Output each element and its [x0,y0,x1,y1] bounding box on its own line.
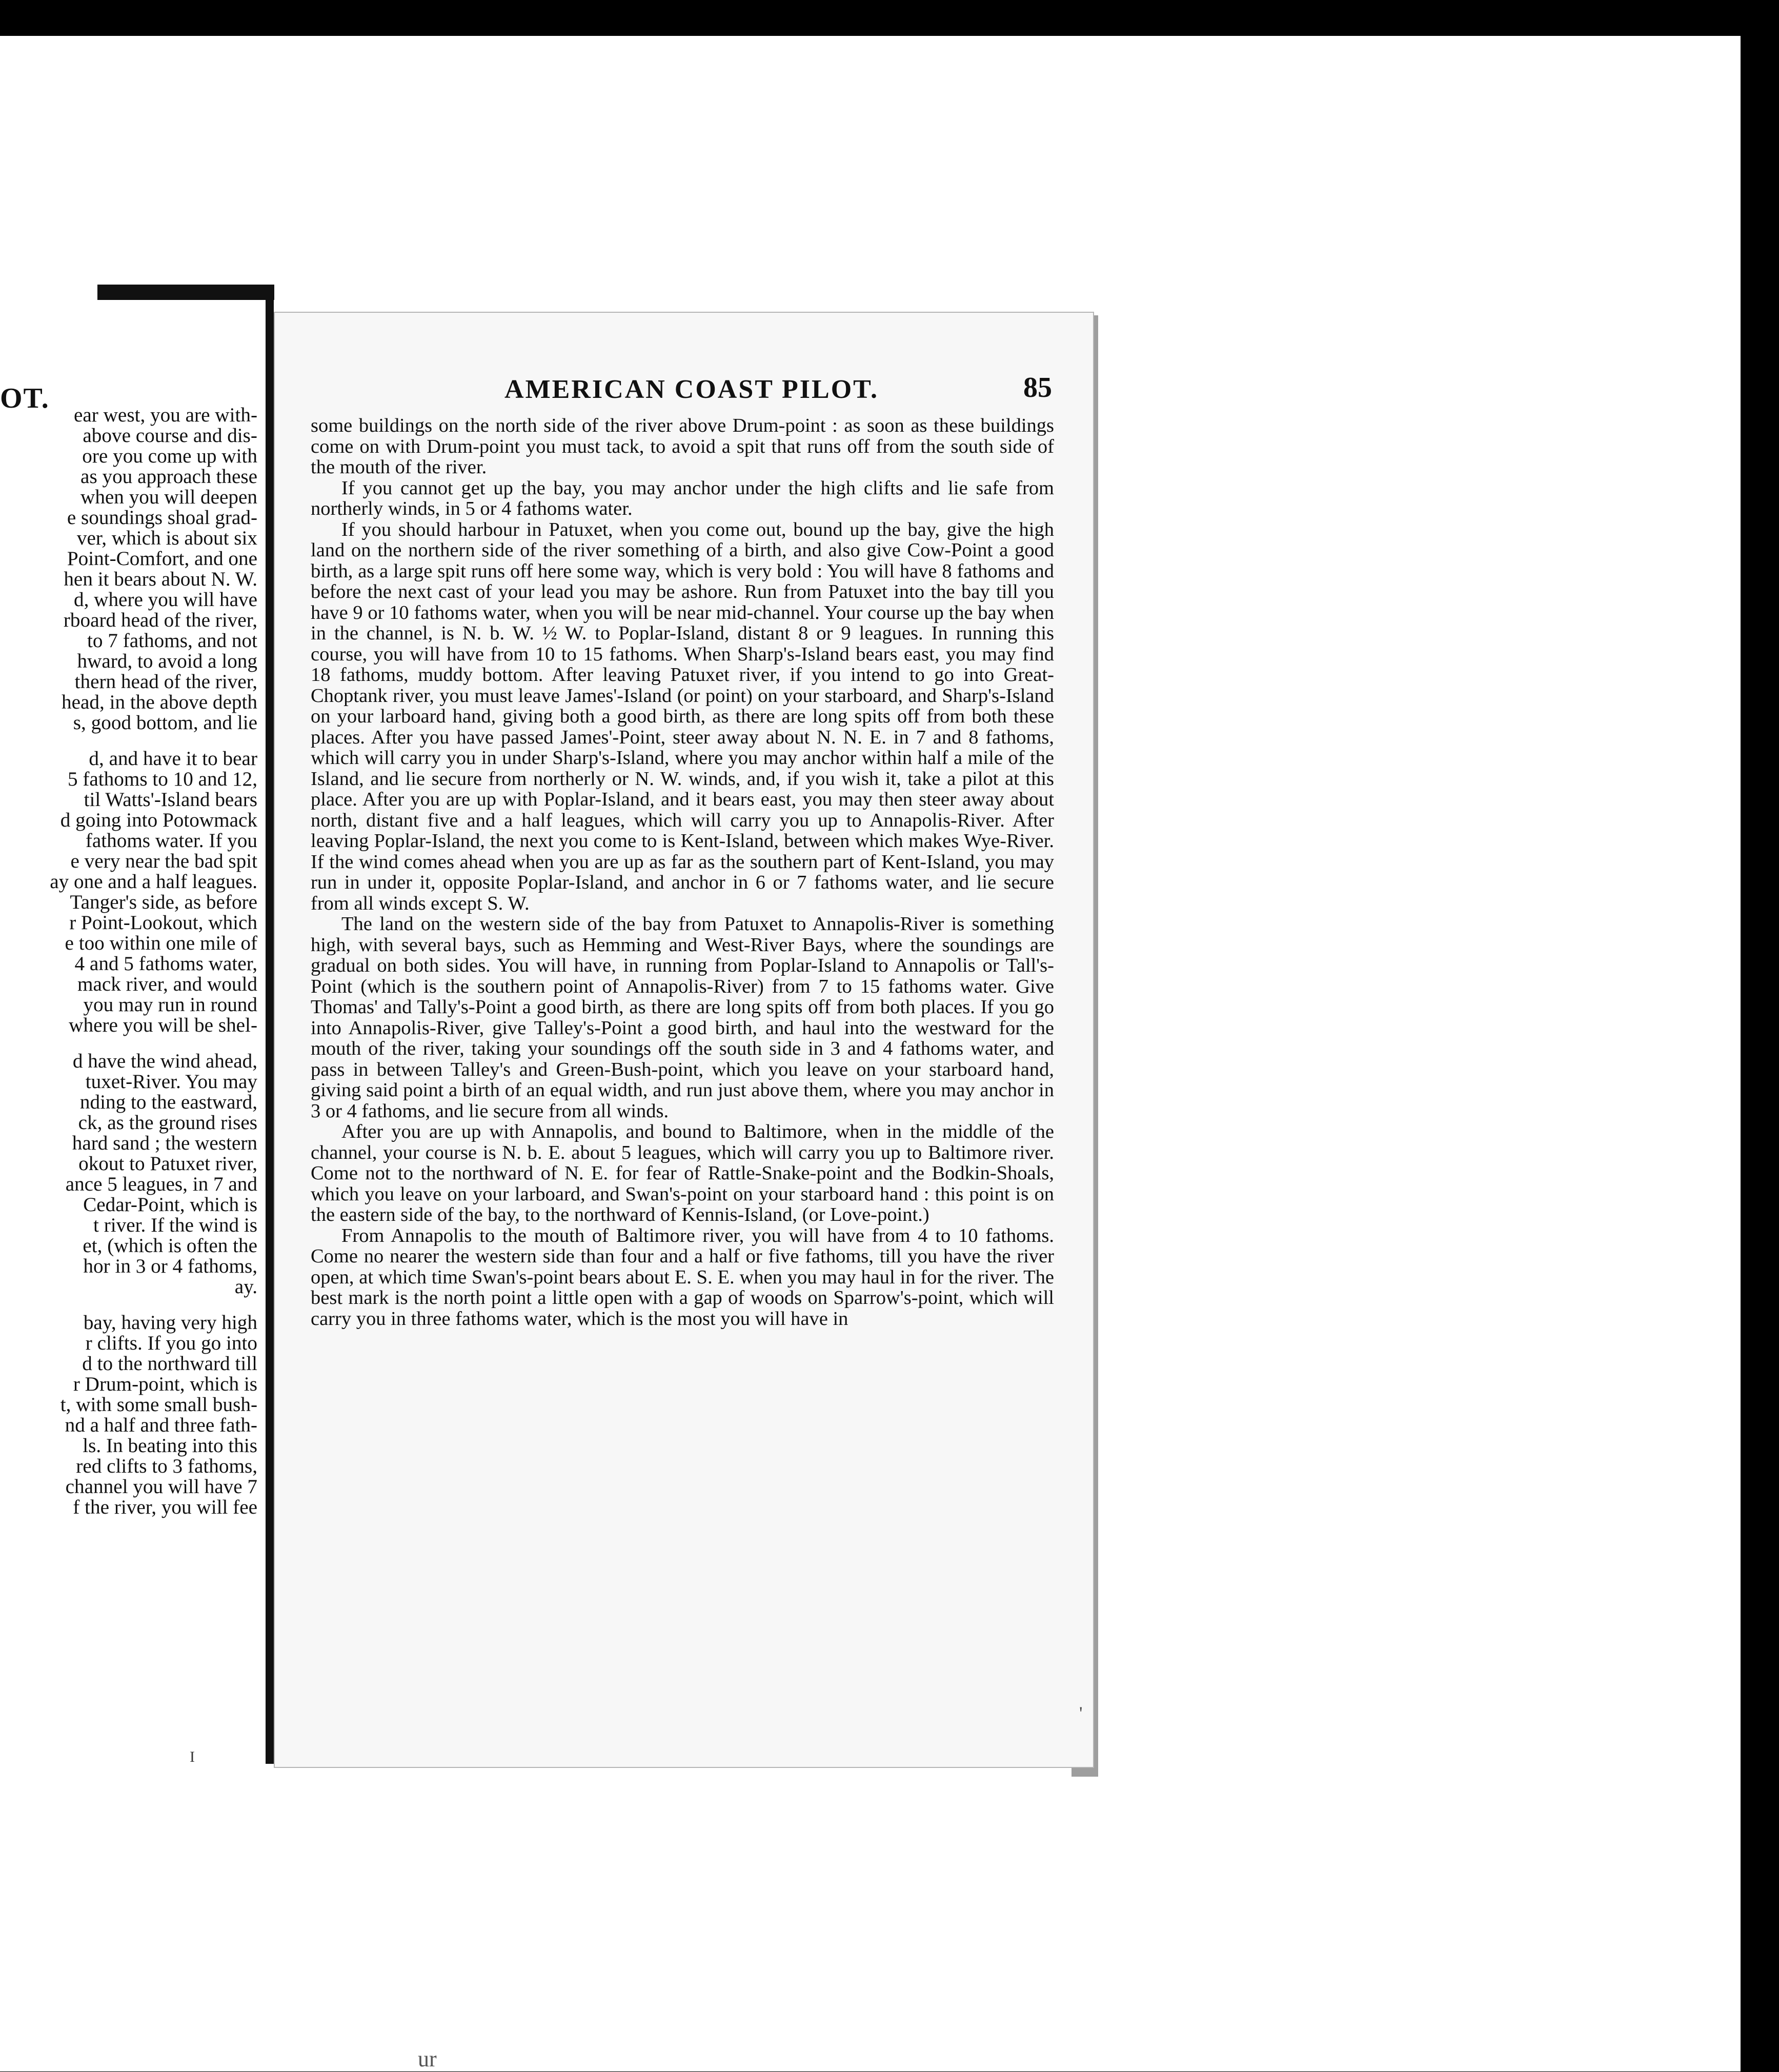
text-line: f the river, you will fee [73,1496,257,1518]
running-title: AMERICAN COAST PILOT. [504,375,879,404]
text-line: hward, to avoid a long [77,650,257,672]
text-line: ear west, you are with- [74,404,257,426]
text-line: ck, as the ground rises [78,1112,257,1134]
text-line: e very near the bad spit [70,850,257,872]
text-line: where you will be shel- [69,1014,257,1036]
text-line: ver, which is about six [76,527,257,549]
text-line: d to the northward till [82,1353,257,1375]
paragraph: From Annapolis to the mouth of Baltimore river, you will have from 4 to 10 fathoms. Come no nearer the western side than four and a half or five fathoms, till you have the river open, at which time Swan's-point bears about E. S. E. when you may haul in for the river. The best mark is the north point a little open with a gap of woods on Sparrow's-point, which will carry you in three fathoms water, which is the most you will have in [311,1224,1054,1330]
text-line: ls. In beating into this [83,1435,257,1457]
text-line: 5 fathoms to 10 and 12, [67,768,257,790]
text-line: r Point-Lookout, which [69,912,257,934]
text-line: ance 5 leagues, in 7 and [65,1173,257,1195]
text-line: r clifts. If you go into [85,1332,257,1354]
text-line: ay one and a half leagues. [50,871,257,893]
paragraph: If you cannot get up the bay, you may anchor under the high clifts and lie safe from northerly winds, in 5 or 4 fathoms water. [311,477,1054,519]
text-line: Point-Comfort, and one [67,548,257,570]
footer-mark: ur [418,2046,437,2071]
paragraph: The land on the western side of the bay from Patuxet to Annapolis-River is something high, with several bays, such as Hemming and West-River Bays, where the soundings are gradual on both sides. You will have, in running from Poplar-Island to Annapolis or Tall's-Point (which is the southern point of Annapolis-River) from 7 to 15 fathoms water. Give Thomas' and Tally's-Point a good birth, as there are long spits off from both places. If you go into Annapolis-River, give Talley's-Point a good birth, and haul into the westward for the mouth of the river, taking your soundings off the south side in 3 and 4 fathoms water, and pass in between Talley's and Green-Bush-point, which you leave on your starboard hand, giving said point a birth of an equal width, and run just above them, where you may anchor in 3 or 4 fathoms, and lie secure from all winds. [311,913,1054,1122]
paragraph: After you are up with Annapolis, and bound to Baltimore, when in the middle of the channel, your course is N. b. E. about 5 leagues, which will carry you up to Baltimore river. Come not to the northward of N. E. for fear of Rattle-Snake-point and the Bodkin-Shoals, which you leave on your larboard, and Swan's-point on your starboard hand : this point is on the eastern side of the bay, to the northward of Kennis-Island, (or Love-point.) [311,1121,1054,1225]
left-page-text [0,405,257,1518]
text-line: nd a half and three fath- [65,1414,257,1436]
left-edge-mark: I [190,1748,195,1764]
text-line: fathoms water. If you [85,830,257,852]
text-line: above course and dis- [83,425,257,447]
text-line: bay, having very high [83,1312,257,1334]
text-line: nding to the eastward, [79,1091,257,1113]
text-line: e soundings shoal grad- [67,507,257,529]
clamp-bar [97,285,274,300]
text-line: r Drum-point, which is [73,1373,257,1395]
text-line: hen it bears about N. W. [64,568,257,590]
text-line: channel you will have 7 [65,1476,257,1498]
line-gap [0,1036,257,1051]
text-line: as you approach these [80,466,257,488]
paragraph: If you should harbour in Patuxet, when you come out, bound up the bay, give the high land on the northern side of the river something of a birth, and also give Cow-Point a good birth, as a large spit runs off here some way, which is very bold : You will have 8 fathoms and before the next cast of your lead you may be ashore. Run from Patuxet into the bay till you have 9 or 10 fathoms water, when you will be near mid-channel. Your course up the bay when in the channel, is N. b. W. ½ W. to Poplar-Island, distant 8 or 9 leagues. In running this course, you will have from 10 to 15 fathoms. When Sharp's-Island bears east, you may find 18 fathoms, muddy bottom. After leaving Patuxet river, if you intend to go into Great-Choptank river, you must leave James'-Island (or point) on your starboard, and Sharp's-Island on your larboard hand, giving both a good birth, as there are long spits off from both these places. After you have passed James'-Point, steer away about N. N. E. in 7 and 8 fathoms, which will carry you in under Sharp's-Island, where you may anchor within half a mile of the Island, and lie secure from northerly or N. W. winds, and, if you wish it, take a pilot at this place. After you are up with Poplar-Island, and it bears east, you may then steer away about north, distant five and a half leagues, which will carry you up to Annapolis-River. After leaving Poplar-Island, the next you come to is Kent-Island, between which makes Wye-River. If the wind comes ahead when you are up as far as the southern part of Kent-Island, you may run in under it, opposite Poplar-Island, and anchor in 6 or 7 fathoms water, and lie secure from all winds except S. W. [311,518,1054,914]
text-line: tuxet-River. You may [85,1071,257,1093]
text-line: et, (which is often the [83,1235,257,1257]
page-number: 85 [1023,372,1052,404]
left-running-head: OT. [0,383,50,414]
text-line: you may run in round [83,994,257,1016]
text-line: thern head of the river, [74,671,257,693]
text-line: mack river, and would [77,973,257,995]
text-line: hard sand ; the western [72,1132,257,1154]
text-line: okout to Patuxet river, [78,1153,257,1175]
text-line: d going into Potowmack [60,809,257,831]
text-line: d, and have it to bear [89,748,257,770]
text-line: red clifts to 3 fathoms, [76,1455,257,1477]
text-line: t river. If the wind is [93,1214,257,1236]
text-line: d have the wind ahead, [72,1050,257,1072]
text-line: til Watts'-Island bears [84,789,257,811]
text-line: hor in 3 or 4 fathoms, [83,1255,257,1277]
text-line: head, in the above depth [62,691,257,713]
text-line: s, good bottom, and lie [73,712,257,734]
text-line: rboard head of the river, [63,609,257,631]
text-line: 4 and 5 fathoms water, [74,953,257,975]
text-line: Cedar-Point, which is [83,1194,257,1216]
line-gap [0,733,257,749]
line-gap [0,1297,257,1313]
left-page [0,300,267,1764]
text-line: ay. [234,1276,257,1298]
text-line: d, where you will have [73,589,257,611]
page-bottom-mark: ' [1079,1703,1083,1723]
text-line: Tanger's side, as before [70,891,257,913]
text-line: t, with some small bush- [60,1394,257,1416]
page-body [311,415,1054,1329]
book-spine [266,300,274,1764]
paragraph: some buildings on the north side of the river above Drum-point : as soon as these buildings come on with Drum-point you must tack, to avoid a spit that runs off from the south side of the mouth of the river. [311,415,1054,478]
text-line: e too within one mile of [65,932,257,954]
right-page [274,312,1094,1768]
page-header [311,374,1073,410]
text-line: ore you come up with [82,445,257,467]
text-line: when you will deepen [80,486,257,508]
text-line: to 7 fathoms, and not [87,630,257,652]
